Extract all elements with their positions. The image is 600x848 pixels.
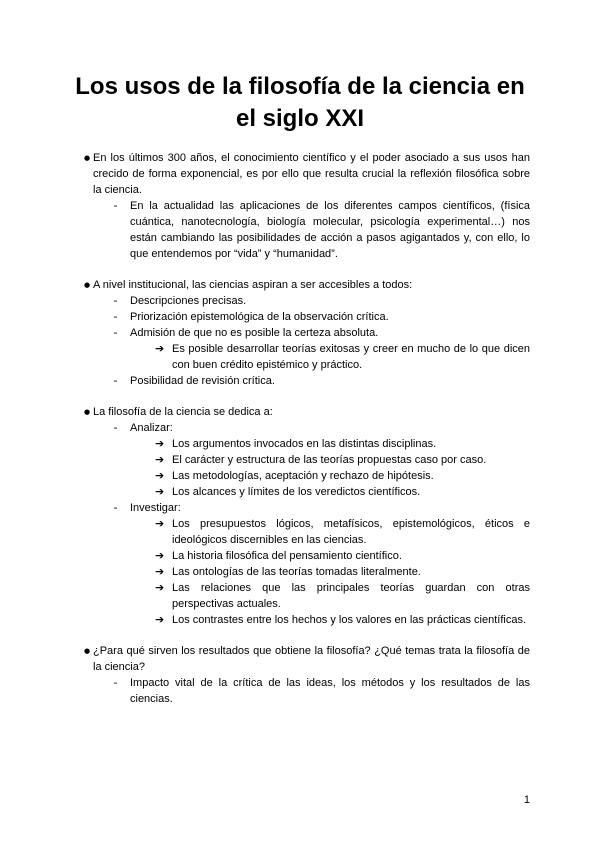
list-item: [155, 468, 530, 484]
page-title: Los usos de la filosofía de la ciencia en el siglo XXI: [75, 73, 525, 132]
list-item: [113, 373, 530, 389]
dash-icon: -: [113, 294, 118, 307]
bullet-icon: ●: [84, 154, 91, 162]
document-body: [0, 150, 600, 707]
arrow-icon: ➔: [155, 517, 165, 530]
arrow-icon: ➔: [155, 613, 165, 626]
arrow-icon: ➔: [155, 437, 165, 450]
section: [0, 150, 600, 262]
list-item-text: En los últimos 300 años, el conocimiento científico y el poder asociado a sus usos han crecido de forma exponencial, es por ello que resulta crucial la reflexión filosófica sobre la ciencia.: [93, 152, 530, 196]
list-item-text: Las metodologías, aceptación y rechazo de hipótesis.: [172, 470, 434, 482]
section: [0, 277, 600, 389]
list-item-text: Las relaciones que las principales teorías guardan con otras perspectivas actuales.: [172, 582, 530, 610]
list-item-text: En la actualidad las aplicaciones de los diferentes campos científicos, (física cuántica, nanotecnología, biología molecular, psicología experimental…) nos están cambiando las posibilidades de acción a pasos agigantados y, con ello, lo que entendemos por “vida” y “humanidad”.: [130, 200, 530, 260]
list-item-text: Los contrastes entre los hechos y los valores en las prácticas científicas.: [172, 614, 527, 626]
page-number: 1: [523, 794, 530, 806]
list-item: [113, 293, 530, 309]
list-item: [155, 612, 530, 628]
dash-icon: -: [113, 310, 118, 323]
list-item: [84, 150, 530, 198]
list-item-text: Impacto vital de la crítica de las ideas, los métodos y los resultados de las ciencias.: [130, 677, 530, 705]
list-item: [155, 452, 530, 468]
list-item-text: La historia filosófica del pensamiento científico.: [172, 550, 402, 562]
arrow-icon: ➔: [155, 469, 165, 482]
list-item: [155, 341, 530, 373]
list-item: [155, 484, 530, 500]
list-item-text: ¿Para qué sirven los resultados que obtiene la filosofía? ¿Qué temas trata la filosofía de la ciencia?: [93, 645, 530, 673]
bullet-icon: ●: [84, 408, 91, 416]
list-item: [155, 548, 530, 564]
arrow-icon: ➔: [155, 581, 165, 594]
dash-icon: -: [113, 374, 118, 387]
list-item: [84, 277, 530, 293]
arrow-icon: ➔: [155, 549, 165, 562]
dash-icon: -: [113, 199, 118, 212]
list-item-text: Los argumentos invocados en las distintas disciplinas.: [172, 438, 437, 450]
list-item: [113, 325, 530, 341]
list-item-text: A nivel institucional, las ciencias aspiran a ser accesibles a todos:: [93, 279, 413, 291]
list-item: [155, 436, 530, 452]
list-item: [113, 198, 530, 262]
dash-icon: -: [113, 326, 118, 339]
bullet-icon: ●: [84, 281, 91, 289]
list-item: [113, 309, 530, 325]
list-item-text: El carácter y estructura de las teorías propuestas caso por caso.: [172, 454, 487, 466]
bullet-icon: ●: [84, 647, 91, 655]
list-item: [155, 564, 530, 580]
list-item-text: Priorización epistemológica de la observación crítica.: [130, 311, 389, 323]
list-item: [155, 580, 530, 612]
list-item-text: Los alcances y límites de los veredictos científicos.: [172, 486, 421, 498]
list-item-text: La filosofía de la ciencia se dedica a:: [93, 406, 273, 418]
list-item: [113, 420, 530, 436]
list-item-text: Admisión de que no es posible la certeza absoluta.: [130, 327, 379, 339]
dash-icon: -: [113, 676, 118, 689]
section: [0, 404, 600, 628]
list-item-text: Los presupuestos lógicos, metafísicos, epistemológicos, éticos e ideológicos discernibles en las ciencias.: [172, 518, 530, 546]
list-item: [84, 643, 530, 675]
list-item: [113, 500, 530, 516]
arrow-icon: ➔: [155, 565, 165, 578]
list-item-text: Posibilidad de revisión crítica.: [130, 375, 275, 387]
list-item: [113, 675, 530, 707]
list-item-text: Descripciones precisas.: [130, 295, 247, 307]
list-item-text: Investigar:: [130, 502, 181, 514]
dash-icon: -: [113, 421, 118, 434]
list-item-text: Las ontologías de las teorías tomadas literalmente.: [172, 566, 421, 578]
list-item: [84, 404, 530, 420]
arrow-icon: ➔: [155, 485, 165, 498]
section: [0, 643, 600, 707]
arrow-icon: ➔: [155, 342, 165, 355]
list-item-text: Analizar:: [130, 422, 173, 434]
arrow-icon: ➔: [155, 453, 165, 466]
dash-icon: -: [113, 501, 118, 514]
list-item: [155, 516, 530, 548]
list-item-text: Es posible desarrollar teorías exitosas y creer en mucho de lo que dicen con buen crédito epistémico y práctico.: [172, 343, 530, 371]
